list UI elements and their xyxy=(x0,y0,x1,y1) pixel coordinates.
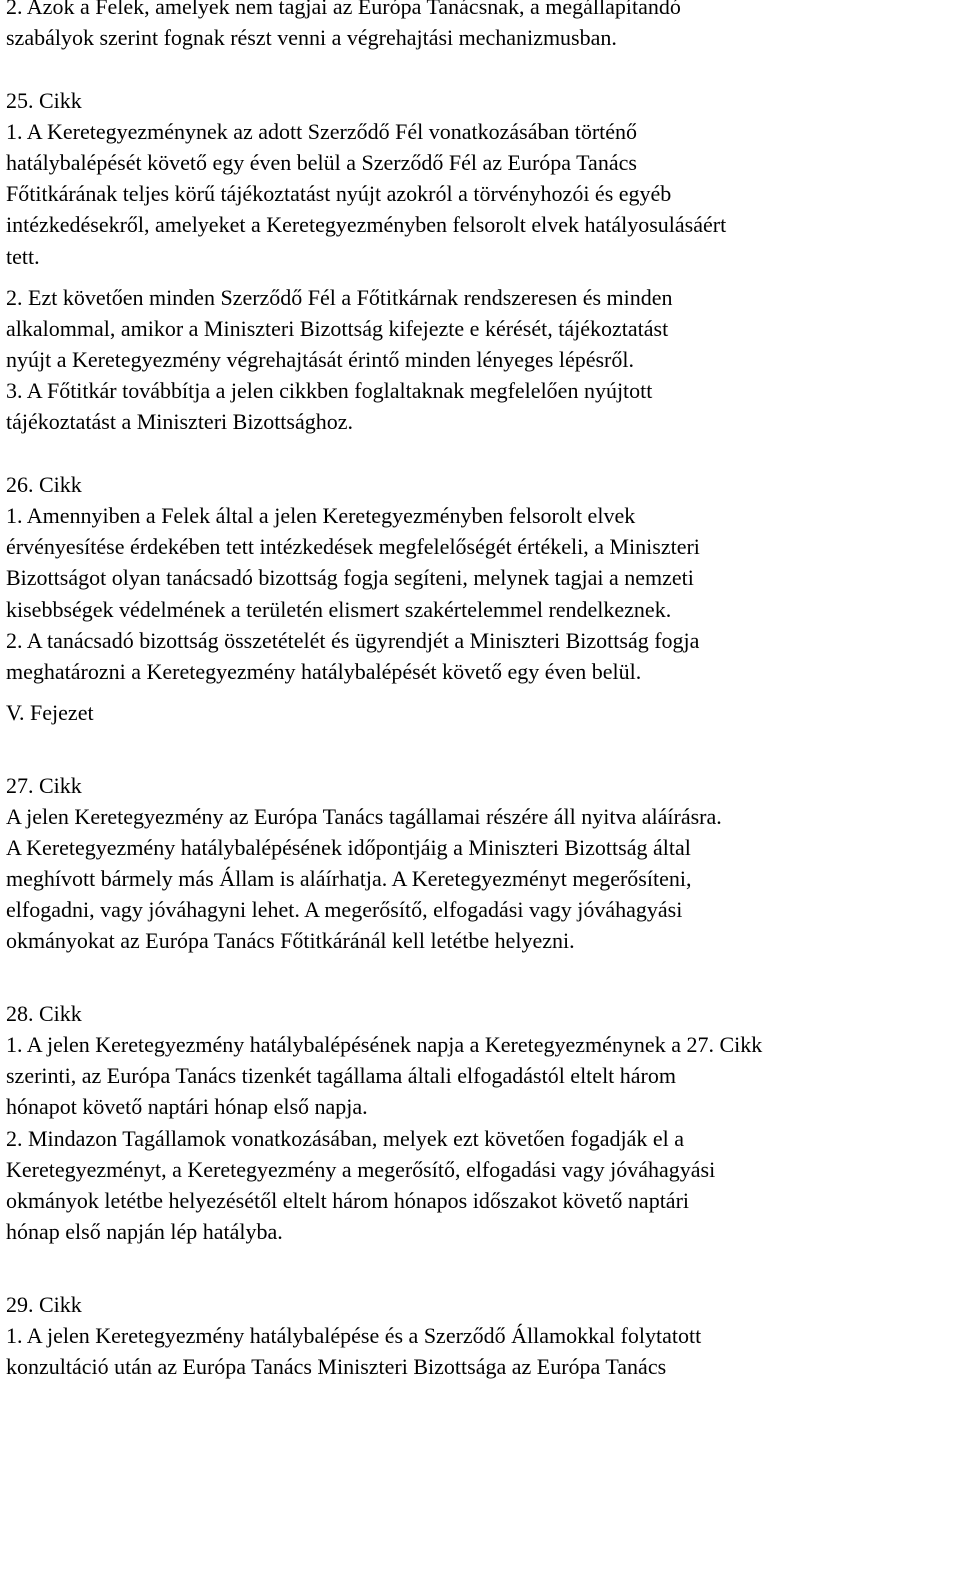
article-25 xyxy=(6,85,956,272)
paragraph-gap xyxy=(6,272,956,282)
text-line: Keretegyezményt, a Keretegyezmény a megerősítő, elfogadási vagy jóváhagyási xyxy=(6,1156,716,1182)
text-line: hatálybalépését követő egy éven belül a Szerződő Fél az Európa Tanács xyxy=(6,149,637,175)
text-line: tájékoztatást a Miniszteri Bizottsághoz. xyxy=(6,409,354,435)
article-heading: 25. Cikk xyxy=(6,87,82,113)
text-line: 1. Amennyiben a Felek által a jelen Keretegyezményben felsorolt elvek xyxy=(6,503,636,528)
article-26 xyxy=(6,469,956,687)
text-line: szerinti, az Európa Tanács tizenkét tagállama általi elfogadástól eltelt három xyxy=(6,1063,676,1089)
paragraph-24-2 xyxy=(6,0,956,53)
paragraph-gap xyxy=(6,1247,956,1278)
text-line: meghívott bármely más Állam is aláírhatja. A Keretegyezményt megerősíteni, xyxy=(6,866,692,892)
text-line: nyújt a Keretegyezmény végrehajtását érintő minden lényeges lépésről. xyxy=(6,347,634,373)
article-28 xyxy=(6,998,956,1248)
text-line: Főtitkárának teljes körű tájékoztatást nyújt azokról a törvényhozói és egyéb xyxy=(6,181,672,207)
text-line: okmányokat az Európa Tanács Főtitkáránál kell letétbe helyezni. xyxy=(6,928,575,954)
text-line: 3. A Főtitkár továbbítja a jelen cikkben foglaltaknak megfelelően nyújtott xyxy=(6,378,653,404)
text-line: okmányok letétbe helyezésétől eltelt három hónapos időszakot követő naptári xyxy=(6,1187,690,1213)
article-25-paragraphs-2-3 xyxy=(6,282,956,438)
text-line: intézkedésekről, amelyeket a Keretegyezményben felsorolt elvek hatályosulásáért xyxy=(6,212,727,238)
paragraph-gap xyxy=(6,957,956,988)
text-line: 1. A Keretegyezménynek az adott Szerződő Fél vonatkozásában történő xyxy=(6,118,638,144)
text-line: kisebbségek védelmének a területén elismert szakértelemmel rendelkeznek. xyxy=(6,596,672,622)
article-heading: 27. Cikk xyxy=(6,772,82,798)
paragraph-gap xyxy=(6,1279,956,1289)
chapter-heading: V. Fejezet xyxy=(6,700,94,726)
article-27 xyxy=(6,770,956,957)
text-line: meghatározni a Keretegyezmény hatálybalépését követő egy éven belül. xyxy=(6,658,642,684)
text-line: A Keretegyezmény hatálybalépésének időpontjáig a Miniszteri Bizottság által xyxy=(6,834,691,860)
article-29 xyxy=(6,1289,956,1383)
document-page xyxy=(6,0,956,1382)
paragraph-gap xyxy=(6,438,956,469)
article-heading: 26. Cikk xyxy=(6,471,82,497)
paragraph-gap xyxy=(6,760,956,770)
chapter-5 xyxy=(6,697,956,728)
text-line: 2. Mindazon Tagállamok vonatkozásában, melyek ezt követően fogadják el a xyxy=(6,1125,684,1151)
text-line: hónapot követő naptári hónap első napja. xyxy=(6,1094,368,1120)
text-line: Bizottságot olyan tanácsadó bizottság fogja segíteni, melynek tagjai a nemzeti xyxy=(6,565,694,591)
text-line: tett. xyxy=(6,243,40,269)
text-line: konzultáció után az Európa Tanács Miniszteri Bizottsága az Európa Tanács xyxy=(6,1353,667,1379)
text-line: hónap első napján lép hatályba. xyxy=(6,1219,283,1245)
text-line: 2. Azok a Felek, amelyek nem tagjai az Európa Tanácsnak, a megállapítandó xyxy=(6,0,681,19)
text-line: alkalommal, amikor a Miniszteri Bizottság kifejezte e kérését, tájékoztatást xyxy=(6,315,669,341)
article-heading: 28. Cikk xyxy=(6,1000,82,1026)
text-line: 1. A jelen Keretegyezmény hatálybalépése és a Szerződő Államokkal folytatott xyxy=(6,1322,702,1348)
text-line: szabályok szerint fognak részt venni a végrehajtási mechanizmusban. xyxy=(6,25,617,51)
paragraph-gap xyxy=(6,988,956,998)
text-line: elfogadni, vagy jóváhagyni lehet. A megerősítő, elfogadási vagy jóváhagyási xyxy=(6,897,683,923)
text-line: érvényesítése érdekében tett intézkedések megfelelőségét értékeli, a Miniszteri xyxy=(6,534,700,560)
text-line: 2. Ezt követően minden Szerződő Fél a Főtitkárnak rendszeresen és minden xyxy=(6,284,673,310)
text-line: 1. A jelen Keretegyezmény hatálybalépésének napja a Keretegyezménynek a 27. Cikk xyxy=(6,1032,763,1057)
paragraph-gap xyxy=(6,728,956,759)
text-line: A jelen Keretegyezmény az Európa Tanács tagállamai részére áll nyitva aláírásra. xyxy=(6,803,722,829)
paragraph-gap xyxy=(6,687,956,697)
article-heading: 29. Cikk xyxy=(6,1291,82,1317)
text-line: 2. A tanácsadó bizottság összetételét és ügyrendjét a Miniszteri Bizottság fogja xyxy=(6,627,700,653)
paragraph-gap xyxy=(6,53,956,84)
